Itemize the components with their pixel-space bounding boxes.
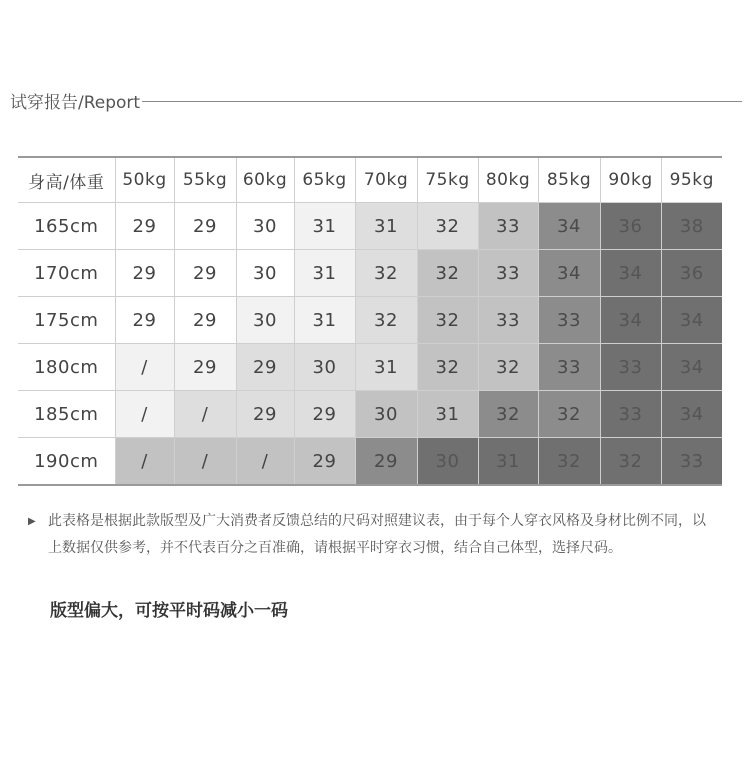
header-weight: 70kg xyxy=(355,157,417,203)
size-cell: 30 xyxy=(417,438,478,486)
size-cell: 32 xyxy=(417,344,478,391)
size-cell: 29 xyxy=(294,438,355,486)
size-cell: 30 xyxy=(355,391,417,438)
size-cell: 32 xyxy=(538,438,600,486)
size-cell: 30 xyxy=(236,250,294,297)
table-row xyxy=(18,438,722,486)
size-cell: 32 xyxy=(417,203,478,250)
size-cell: / xyxy=(115,438,174,486)
size-cell: 31 xyxy=(355,203,417,250)
size-cell: 31 xyxy=(294,297,355,344)
row-height-label: 175cm xyxy=(18,297,115,344)
size-cell: 34 xyxy=(600,250,661,297)
title-divider xyxy=(142,101,742,102)
size-cell: 34 xyxy=(600,297,661,344)
size-cell: 29 xyxy=(115,297,174,344)
size-cell: 29 xyxy=(174,297,236,344)
table-row xyxy=(18,297,722,344)
triangle-bullet-icon: ▶ xyxy=(28,516,36,527)
table-row xyxy=(18,391,722,438)
size-cell: 29 xyxy=(236,344,294,391)
size-cell: 33 xyxy=(478,297,538,344)
size-cell: 33 xyxy=(538,297,600,344)
size-cell: 31 xyxy=(294,203,355,250)
size-cell: / xyxy=(115,344,174,391)
size-cell: 33 xyxy=(661,438,722,486)
size-cell: 34 xyxy=(661,391,722,438)
size-cell: 29 xyxy=(355,438,417,486)
size-cell: 32 xyxy=(538,391,600,438)
size-cell: / xyxy=(174,391,236,438)
size-cell: 32 xyxy=(355,297,417,344)
size-cell: 32 xyxy=(355,250,417,297)
size-cell: 32 xyxy=(417,297,478,344)
size-cell: 33 xyxy=(600,391,661,438)
size-cell: 32 xyxy=(478,344,538,391)
size-cell: 32 xyxy=(417,250,478,297)
header-weight: 65kg xyxy=(294,157,355,203)
size-note xyxy=(28,508,718,562)
size-cell: 29 xyxy=(174,203,236,250)
size-cell: 32 xyxy=(478,391,538,438)
report-title: 试穿报告/Report xyxy=(10,92,141,113)
size-cell: 36 xyxy=(600,203,661,250)
size-cell: 31 xyxy=(355,344,417,391)
size-chart-table xyxy=(18,156,722,486)
report-title-row xyxy=(10,86,742,114)
row-height-label: 165cm xyxy=(18,203,115,250)
table-row xyxy=(18,250,722,297)
table-header-row xyxy=(18,157,722,203)
header-weight: 85kg xyxy=(538,157,600,203)
size-cell: 31 xyxy=(417,391,478,438)
size-cell: 36 xyxy=(661,250,722,297)
header-weight: 50kg xyxy=(115,157,174,203)
size-cell: / xyxy=(115,391,174,438)
size-cell: 30 xyxy=(236,297,294,344)
size-cell: / xyxy=(174,438,236,486)
table-row xyxy=(18,203,722,250)
size-cell: 29 xyxy=(174,250,236,297)
header-height-weight: 身高/体重 xyxy=(18,157,115,203)
size-cell: 38 xyxy=(661,203,722,250)
size-cell: 33 xyxy=(538,344,600,391)
size-cell: 32 xyxy=(600,438,661,486)
size-cell: 34 xyxy=(661,344,722,391)
size-cell: 29 xyxy=(115,250,174,297)
size-cell: 29 xyxy=(236,391,294,438)
row-height-label: 190cm xyxy=(18,438,115,486)
size-cell: 33 xyxy=(600,344,661,391)
header-weight: 75kg xyxy=(417,157,478,203)
size-cell: / xyxy=(236,438,294,486)
row-height-label: 185cm xyxy=(18,391,115,438)
row-height-label: 180cm xyxy=(18,344,115,391)
size-cell: 30 xyxy=(294,344,355,391)
size-cell: 34 xyxy=(661,297,722,344)
table-body xyxy=(18,203,722,486)
fit-recommendation: 版型偏大，可按平时码减小一码 xyxy=(50,601,288,621)
header-weight: 90kg xyxy=(600,157,661,203)
size-cell: 34 xyxy=(538,203,600,250)
size-note-text: 此表格是根据此款版型及广大消费者反馈总结的尺码对照建议表，由于每个人穿衣风格及身材比例不同，以上数据仅供参考，并不代表百分之百准确，请根据平时穿衣习惯，结合自己体型，选择尺码。 xyxy=(48,513,706,556)
header-weight: 55kg xyxy=(174,157,236,203)
header-weight: 80kg xyxy=(478,157,538,203)
size-cell: 30 xyxy=(236,203,294,250)
size-cell: 29 xyxy=(174,344,236,391)
row-height-label: 170cm xyxy=(18,250,115,297)
table-row xyxy=(18,344,722,391)
header-weight: 60kg xyxy=(236,157,294,203)
header-weight: 95kg xyxy=(661,157,722,203)
size-cell: 31 xyxy=(294,250,355,297)
size-cell: 29 xyxy=(115,203,174,250)
size-cell: 34 xyxy=(538,250,600,297)
size-cell: 33 xyxy=(478,250,538,297)
size-cell: 29 xyxy=(294,391,355,438)
size-cell: 33 xyxy=(478,203,538,250)
size-cell: 31 xyxy=(478,438,538,486)
